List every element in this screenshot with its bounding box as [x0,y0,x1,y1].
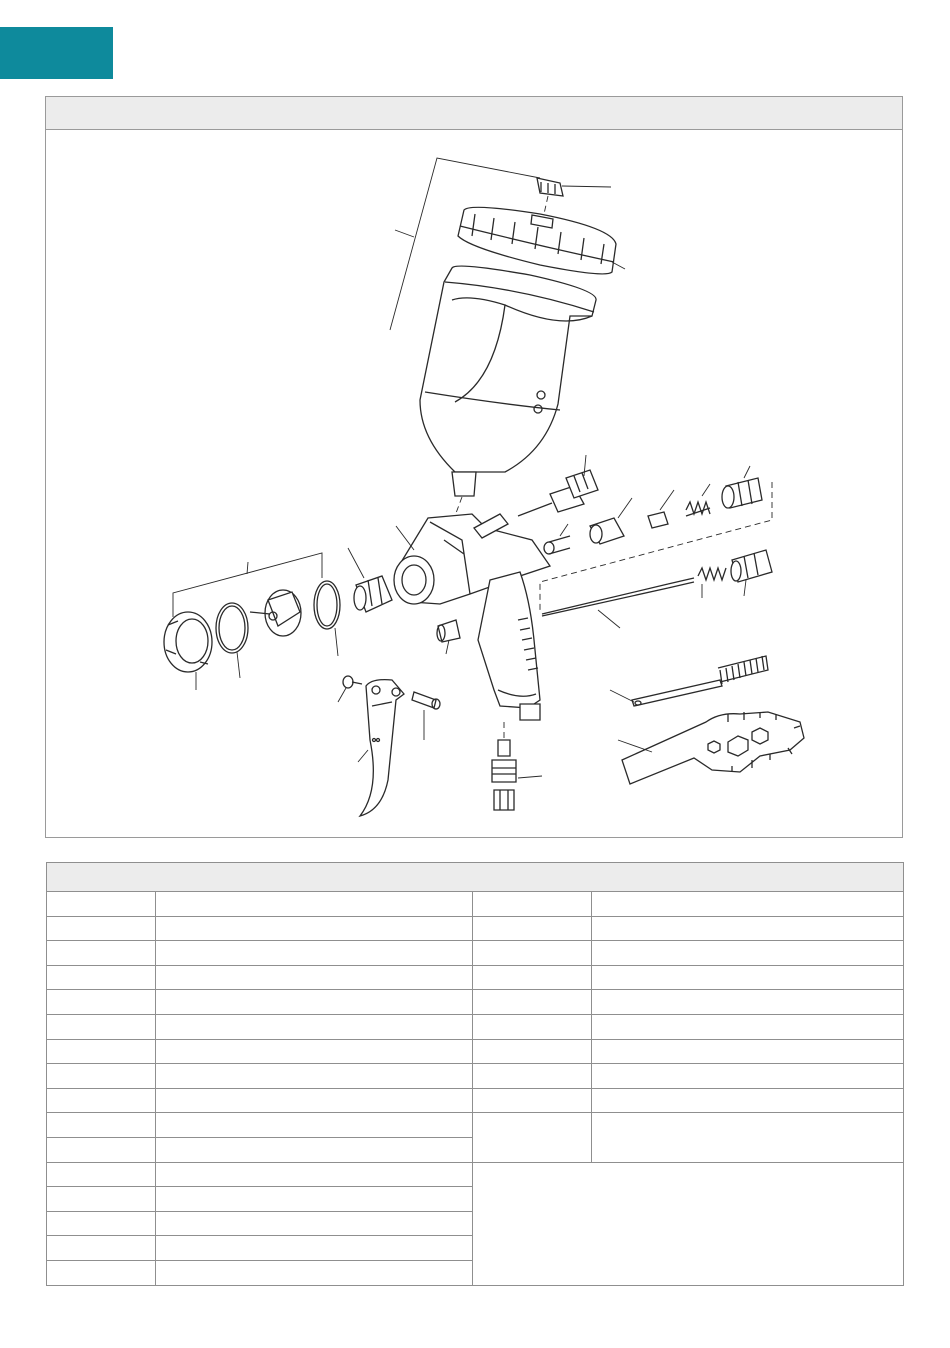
table-row [47,1039,904,1064]
spray-pattern-valve [518,455,598,516]
air-cap-seal [216,603,248,678]
needle-adjust-knob [722,466,762,508]
table-row [47,990,904,1015]
parts-list-table [46,862,904,1286]
air-cap-ring [164,612,212,690]
nozzle-seal [314,581,340,656]
table-row [47,892,904,917]
air-inlet-fitting [437,620,460,654]
trigger-screw [338,676,362,702]
table-row [47,1162,904,1187]
table-row [47,941,904,966]
needle-spring [686,484,710,516]
cup-lid-nipple [537,178,611,214]
table-row [47,1088,904,1113]
trigger [358,680,404,816]
cup-lid [458,207,625,274]
gun-body [394,514,550,720]
table-row [47,965,904,990]
trigger-pin [412,692,440,740]
paint-cup [420,266,596,496]
spanner-wrench [618,712,804,784]
table-row [47,1113,904,1138]
cleaning-brush [610,656,768,706]
air-cap [250,590,301,636]
needle [542,550,772,628]
table-row [47,916,904,941]
table-row [47,1014,904,1039]
table-title [47,863,904,892]
table-row [47,1064,904,1089]
air-micrometer [492,722,542,810]
nozzle [348,548,392,612]
